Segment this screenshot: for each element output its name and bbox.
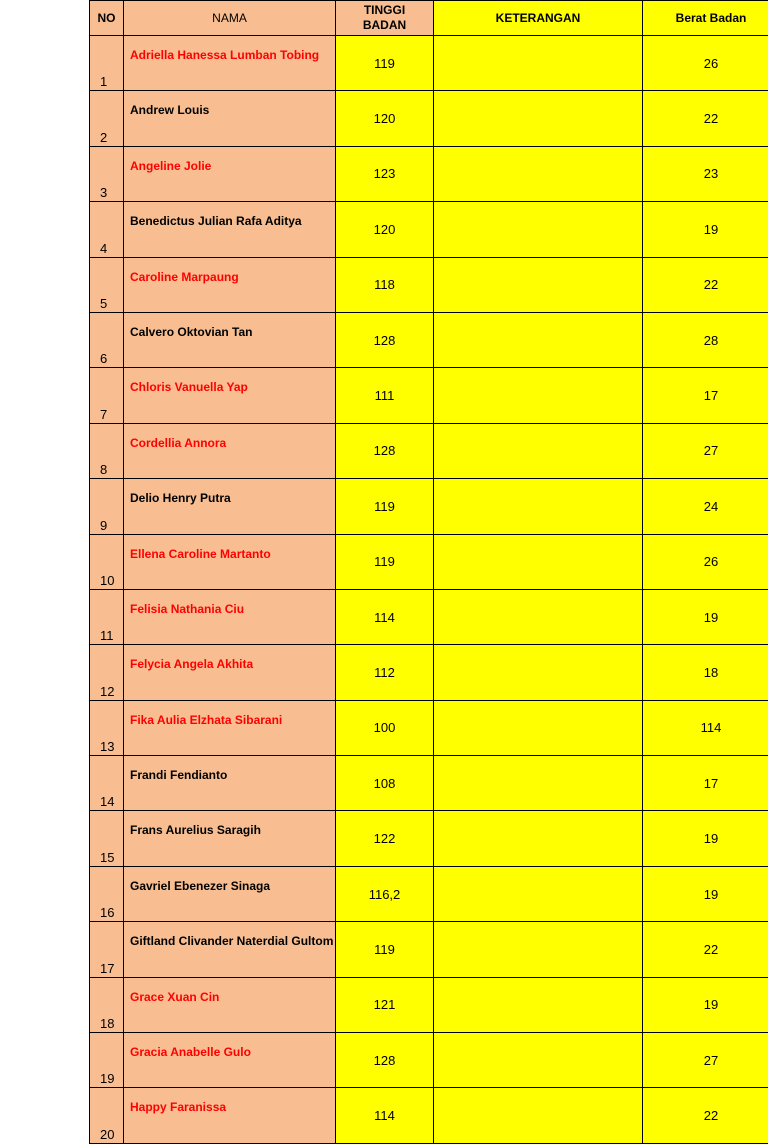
cell-tinggi-badan[interactable]: 119	[336, 922, 434, 977]
cell-tinggi-badan[interactable]: 120	[336, 91, 434, 146]
cell-nama[interactable]: Caroline Marpaung	[124, 257, 336, 312]
cell-no[interactable]: 19	[90, 1033, 124, 1088]
cell-berat-badan[interactable]: 22	[643, 91, 768, 146]
table-body	[90, 36, 768, 1144]
header-no[interactable]: NO	[90, 1, 124, 36]
table-row	[90, 811, 768, 866]
cell-keterangan[interactable]	[434, 700, 643, 755]
cell-tinggi-badan[interactable]: 122	[336, 811, 434, 866]
cell-no[interactable]: 1	[90, 36, 124, 91]
cell-nama[interactable]: Adriella Hanessa Lumban Tobing	[124, 36, 336, 91]
cell-no[interactable]: 5	[90, 257, 124, 312]
cell-berat-badan[interactable]: 26	[643, 534, 768, 589]
cell-nama[interactable]: Gavriel Ebenezer Sinaga	[124, 866, 336, 921]
cell-nama[interactable]: Andrew Louis	[124, 91, 336, 146]
cell-tinggi-badan[interactable]: 120	[336, 202, 434, 257]
cell-nama[interactable]: Benedictus Julian Rafa Aditya	[124, 202, 336, 257]
cell-tinggi-badan[interactable]: 118	[336, 257, 434, 312]
cell-tinggi-badan[interactable]: 128	[336, 1033, 434, 1088]
cell-nama[interactable]: Delio Henry Putra	[124, 479, 336, 534]
cell-berat-badan[interactable]: 17	[643, 368, 768, 423]
cell-no[interactable]: 18	[90, 977, 124, 1032]
cell-tinggi-badan[interactable]: 119	[336, 534, 434, 589]
cell-berat-badan[interactable]: 22	[643, 257, 768, 312]
cell-keterangan[interactable]	[434, 811, 643, 866]
cell-keterangan[interactable]	[434, 922, 643, 977]
cell-nama[interactable]: Frandi Fendianto	[124, 756, 336, 811]
cell-tinggi-badan[interactable]: 114	[336, 1088, 434, 1143]
cell-nama[interactable]: Frans Aurelius Saragih	[124, 811, 336, 866]
cell-nama[interactable]: Calvero Oktovian Tan	[124, 312, 336, 367]
cell-no[interactable]: 14	[90, 756, 124, 811]
cell-berat-badan[interactable]: 18	[643, 645, 768, 700]
cell-berat-badan[interactable]: 27	[643, 1033, 768, 1088]
header-keterangan[interactable]: KETERANGAN	[434, 1, 643, 36]
table-row	[90, 866, 768, 921]
cell-keterangan[interactable]	[434, 589, 643, 644]
cell-berat-badan[interactable]: 26	[643, 36, 768, 91]
cell-berat-badan[interactable]: 22	[643, 1088, 768, 1143]
cell-keterangan[interactable]	[434, 423, 643, 478]
header-nama[interactable]: NAMA	[124, 1, 336, 36]
cell-tinggi-badan[interactable]: 123	[336, 146, 434, 201]
cell-berat-badan[interactable]: 19	[643, 977, 768, 1032]
cell-berat-badan[interactable]: 19	[643, 589, 768, 644]
cell-nama[interactable]: Cordellia Annora	[124, 423, 336, 478]
cell-tinggi-badan[interactable]: 108	[336, 756, 434, 811]
cell-keterangan[interactable]	[434, 368, 643, 423]
cell-tinggi-badan[interactable]: 111	[336, 368, 434, 423]
cell-no[interactable]: 7	[90, 368, 124, 423]
cell-no[interactable]: 8	[90, 423, 124, 478]
cell-nama[interactable]: Angeline Jolie	[124, 146, 336, 201]
cell-no[interactable]: 9	[90, 479, 124, 534]
cell-keterangan[interactable]	[434, 756, 643, 811]
table-row	[90, 146, 768, 201]
spreadsheet	[89, 0, 768, 1144]
cell-no[interactable]: 12	[90, 645, 124, 700]
header-tinggi-badan[interactable]	[336, 1, 434, 36]
cell-tinggi-badan[interactable]: 121	[336, 977, 434, 1032]
cell-no[interactable]: 11	[90, 589, 124, 644]
cell-keterangan[interactable]	[434, 645, 643, 700]
table-row	[90, 700, 768, 755]
table-row	[90, 977, 768, 1032]
table-row	[90, 257, 768, 312]
cell-keterangan[interactable]	[434, 479, 643, 534]
header-row	[90, 1, 768, 36]
cell-tinggi-badan[interactable]: 119	[336, 36, 434, 91]
cell-keterangan[interactable]	[434, 36, 643, 91]
table-row	[90, 91, 768, 146]
cell-nama[interactable]: Giftland Clivander Naterdial Gultom	[124, 922, 336, 977]
cell-no[interactable]: 6	[90, 312, 124, 367]
cell-berat-badan[interactable]: 17	[643, 756, 768, 811]
cell-keterangan[interactable]	[434, 312, 643, 367]
cell-nama[interactable]: Fika Aulia Elzhata Sibarani	[124, 700, 336, 755]
cell-nama[interactable]: Gracia Anabelle Gulo	[124, 1033, 336, 1088]
cell-keterangan[interactable]	[434, 91, 643, 146]
table-row	[90, 589, 768, 644]
cell-no[interactable]: 13	[90, 700, 124, 755]
cell-keterangan[interactable]	[434, 977, 643, 1032]
cell-tinggi-badan[interactable]: 114	[336, 589, 434, 644]
cell-tinggi-badan[interactable]: 116,2	[336, 866, 434, 921]
cell-no[interactable]: 16	[90, 866, 124, 921]
cell-berat-badan[interactable]: 24	[643, 479, 768, 534]
cell-keterangan[interactable]	[434, 146, 643, 201]
cell-nama[interactable]: Happy Faranissa	[124, 1088, 336, 1143]
cell-keterangan[interactable]	[434, 202, 643, 257]
cell-berat-badan[interactable]: 19	[643, 811, 768, 866]
header-berat-badan[interactable]: Berat Badan	[643, 1, 768, 36]
cell-berat-badan[interactable]: 23	[643, 146, 768, 201]
cell-berat-badan[interactable]: 27	[643, 423, 768, 478]
cell-berat-badan[interactable]: 28	[643, 312, 768, 367]
cell-nama[interactable]: Ellena Caroline Martanto	[124, 534, 336, 589]
cell-no[interactable]: 17	[90, 922, 124, 977]
cell-keterangan[interactable]	[434, 1033, 643, 1088]
cell-berat-badan[interactable]: 114	[643, 700, 768, 755]
header-tinggi-line2: BADAN	[363, 18, 406, 32]
cell-tinggi-badan[interactable]: 128	[336, 423, 434, 478]
cell-no[interactable]: 4	[90, 202, 124, 257]
cell-tinggi-badan[interactable]: 100	[336, 700, 434, 755]
cell-no[interactable]: 10	[90, 534, 124, 589]
table-row	[90, 36, 768, 91]
cell-nama[interactable]: Chloris Vanuella Yap	[124, 368, 336, 423]
cell-tinggi-badan[interactable]: 119	[336, 479, 434, 534]
cell-berat-badan[interactable]: 19	[643, 202, 768, 257]
table-row	[90, 312, 768, 367]
cell-keterangan[interactable]	[434, 534, 643, 589]
cell-no[interactable]: 20	[90, 1088, 124, 1143]
cell-berat-badan[interactable]: 19	[643, 866, 768, 921]
table-row	[90, 1088, 768, 1143]
cell-berat-badan[interactable]: 22	[643, 922, 768, 977]
table-row	[90, 368, 768, 423]
table-row	[90, 756, 768, 811]
cell-nama[interactable]: Grace Xuan Cin	[124, 977, 336, 1032]
table-row	[90, 534, 768, 589]
table-row	[90, 922, 768, 977]
table-row	[90, 1033, 768, 1088]
cell-nama[interactable]: Felisia Nathania Ciu	[124, 589, 336, 644]
cell-keterangan[interactable]	[434, 257, 643, 312]
cell-keterangan[interactable]	[434, 866, 643, 921]
table-row	[90, 423, 768, 478]
cell-tinggi-badan[interactable]: 128	[336, 312, 434, 367]
cell-no[interactable]: 15	[90, 811, 124, 866]
table-row	[90, 645, 768, 700]
table-row	[90, 202, 768, 257]
cell-no[interactable]: 2	[90, 91, 124, 146]
cell-no[interactable]: 3	[90, 146, 124, 201]
cell-nama[interactable]: Felycia Angela Akhita	[124, 645, 336, 700]
table-row	[90, 479, 768, 534]
cell-tinggi-badan[interactable]: 112	[336, 645, 434, 700]
student-table	[89, 0, 768, 1144]
cell-keterangan[interactable]	[434, 1088, 643, 1143]
header-tinggi-line1: TINGGI	[364, 3, 405, 17]
